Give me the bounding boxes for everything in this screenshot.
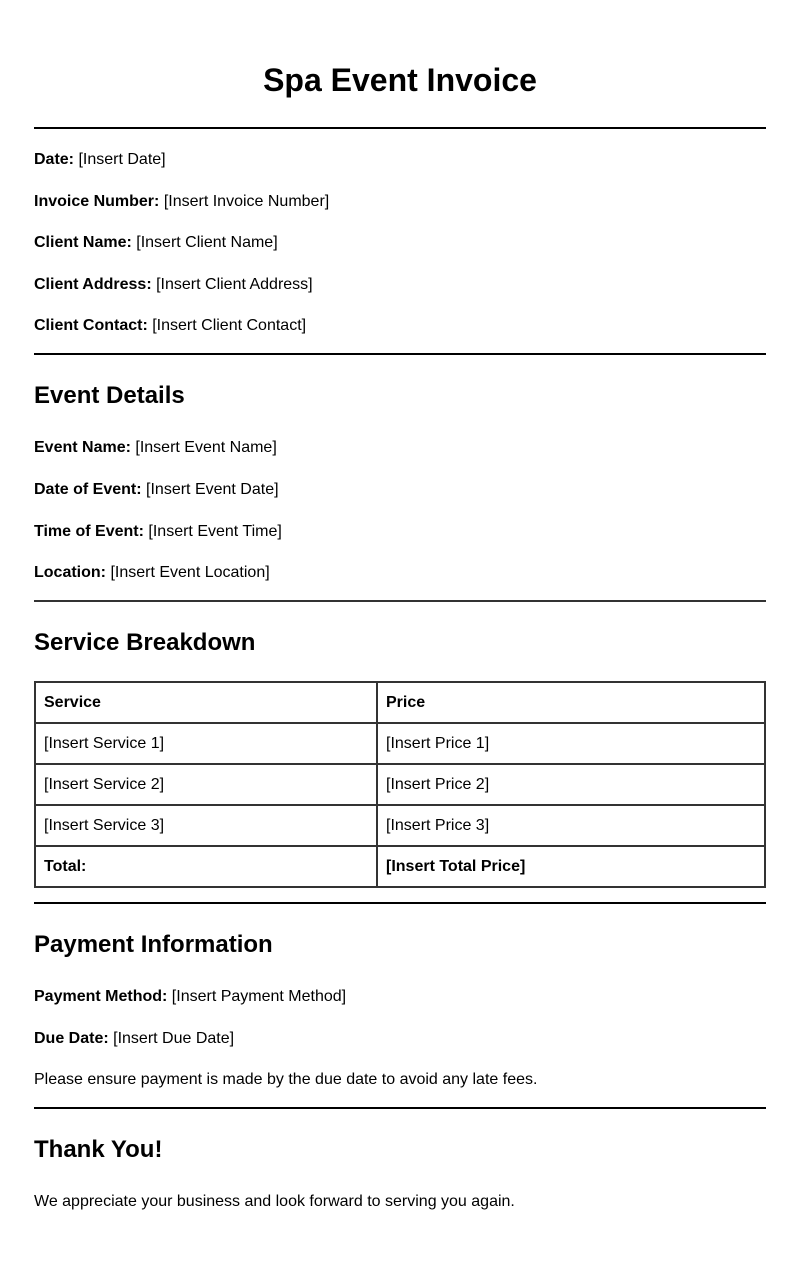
due-date-label: Due Date: xyxy=(34,1030,109,1047)
services-table xyxy=(34,681,766,888)
event-time-field xyxy=(34,522,282,542)
invoice-number-label: Invoice Number: xyxy=(34,193,160,210)
date-value: [Insert Date] xyxy=(78,151,166,168)
service-cell: [Insert Service 3] xyxy=(35,805,377,846)
total-value: [Insert Total Price] xyxy=(377,846,765,887)
client-name-label: Client Name: xyxy=(34,234,132,251)
page-title: Spa Event Invoice xyxy=(263,62,537,98)
event-date-value: [Insert Event Date] xyxy=(146,481,279,498)
client-contact-value: [Insert Client Contact] xyxy=(152,317,307,334)
client-address-value: [Insert Client Address] xyxy=(156,276,313,293)
payment-method-field xyxy=(34,987,346,1007)
event-date-label: Date of Event: xyxy=(34,481,142,498)
event-date-field xyxy=(34,480,279,500)
total-row xyxy=(35,846,765,887)
table-header-row xyxy=(35,682,765,723)
table-row xyxy=(35,805,765,846)
client-name-value: [Insert Client Name] xyxy=(136,234,278,251)
table-row xyxy=(35,764,765,805)
price-column-header: Price xyxy=(377,682,765,723)
event-location-field xyxy=(34,563,270,583)
divider xyxy=(34,902,766,904)
invoice-number-field xyxy=(34,192,329,212)
price-cell: [Insert Price 1] xyxy=(377,723,765,764)
date-label: Date: xyxy=(34,151,75,168)
event-details-heading: Event Details xyxy=(34,382,185,409)
divider xyxy=(34,1107,766,1109)
client-address-field xyxy=(34,275,313,295)
price-cell: [Insert Price 2] xyxy=(377,764,765,805)
service-cell: [Insert Service 2] xyxy=(35,764,377,805)
due-date-field xyxy=(34,1029,234,1049)
service-breakdown-heading: Service Breakdown xyxy=(34,629,256,656)
payment-note: Please ensure payment is made by the due date to avoid any late fees. xyxy=(34,1071,538,1088)
event-name-value: [Insert Event Name] xyxy=(135,439,277,456)
due-date-value: [Insert Due Date] xyxy=(113,1030,235,1047)
total-label: Total: xyxy=(35,846,377,887)
payment-method-label: Payment Method: xyxy=(34,988,168,1005)
thank-you-message: We appreciate your business and look forward to serving you again. xyxy=(34,1193,515,1210)
date-field xyxy=(34,150,166,170)
event-name-label: Event Name: xyxy=(34,439,131,456)
event-name-field xyxy=(34,438,277,458)
table-row xyxy=(35,723,765,764)
invoice-number-value: [Insert Invoice Number] xyxy=(163,193,330,210)
payment-method-value: [Insert Payment Method] xyxy=(171,988,347,1005)
thank-you-heading: Thank You! xyxy=(34,1136,163,1163)
event-location-value: [Insert Event Location] xyxy=(110,564,270,581)
event-time-value: [Insert Event Time] xyxy=(148,523,282,540)
event-time-label: Time of Event: xyxy=(34,523,144,540)
client-contact-label: Client Contact: xyxy=(34,317,148,334)
client-name-field xyxy=(34,233,278,253)
event-location-label: Location: xyxy=(34,564,106,581)
client-contact-field xyxy=(34,316,306,336)
divider xyxy=(34,127,766,129)
client-address-label: Client Address: xyxy=(34,276,152,293)
price-cell: [Insert Price 3] xyxy=(377,805,765,846)
service-cell: [Insert Service 1] xyxy=(35,723,377,764)
payment-information-heading: Payment Information xyxy=(34,931,273,958)
divider xyxy=(34,353,766,355)
service-column-header: Service xyxy=(35,682,377,723)
divider xyxy=(34,600,766,602)
